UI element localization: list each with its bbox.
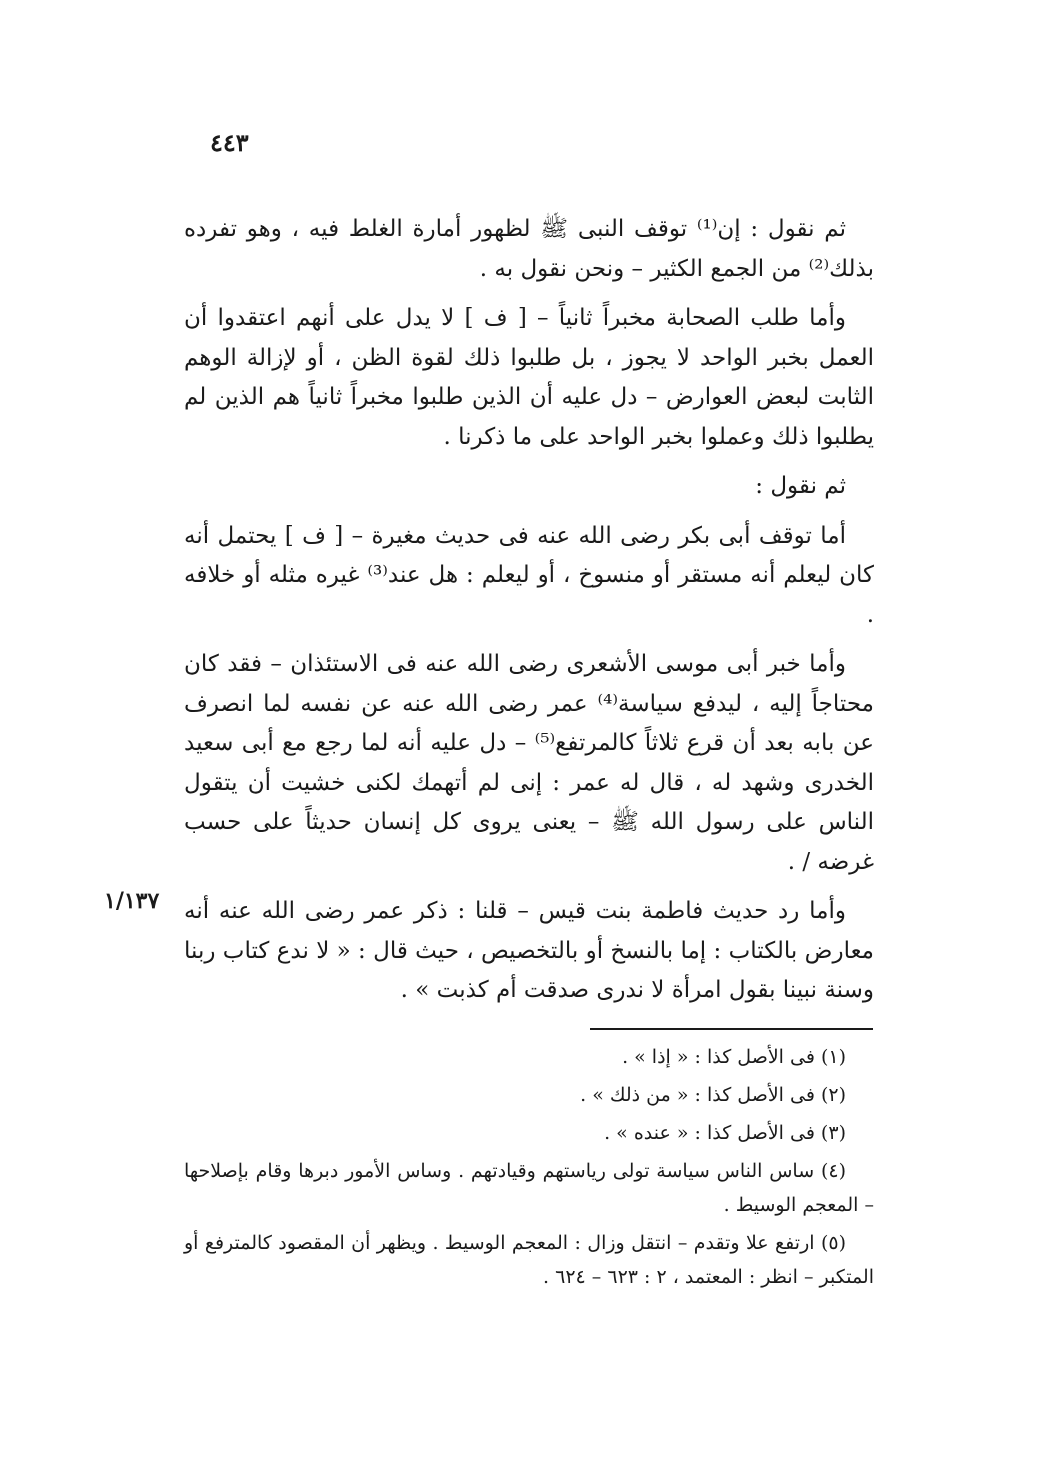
footnote: (٢) فى الأصل كذا : « من ذلك » . — [580, 1084, 846, 1106]
main-text — [184, 210, 874, 1021]
footnote: (٥) ارتفع علا وتقدم – انتقل وزال : المعجم الوسيط . ويظهر أن المقصود كالمترفع أو المتكبر – انظر : المعتمد ، ٢ : ٦٢٣ – ٦٢٤ . — [184, 1232, 874, 1288]
paragraph: وأما خبر أبى موسى الأشعرى رضى الله عنه فى الاستئذان – فقد كان محتاجاً إليه ، ليدفع سياسة⁽⁴⁾ عمر رضى الله عنه عن نفسه لما انصرف عن بابه بعد أن قرع ثلاثاً كالمرتفع⁽⁵⁾ – دل عليه أنه لما رجع مع أبى سعيد الخدرى وشهد له ، قال له عمر : إنى لم أتهمك لكنى خشيت أن يتقول الناس على رسول الله ﷺ – يعنى يروى كل إنسان حديثاً على حسب غرضه / . — [184, 651, 874, 875]
paragraph: وأما طلب الصحابة مخبراً ثانياً – [ ف ] لا يدل على أنهم اعتقدوا أن العمل بخبر الواحد لا يجوز ، بل طلبوا ذلك لقوة الظن ، أو لإزالة الوهم الثابت لبعض العوارض – دل عليه أن الذين طلبوا مخبراً ثانياً هم الذين لم يطلبوا ذلك وعملوا بخبر الواحد على ما ذكرنا . — [184, 305, 874, 450]
footnote: (٣) فى الأصل كذا : « عنده » . — [604, 1122, 846, 1144]
paragraph: أما توقف أبى بكر رضى الله عنه فى حديث مغيرة – [ ف ] يحتمل أنه كان ليعلم أنه مستقر أو منسوخ ، أو ليعلم : هل عند⁽³⁾ غيره مثله أو خلافه . — [184, 522, 874, 628]
footnotes — [184, 1040, 874, 1298]
footnote: (٤) ساس الناس سياسة تولى رياستهم وقيادتهم . وساس الأمور دبرها وقام بإصلاحها – المعجم الوسيط . — [184, 1160, 874, 1216]
paragraph: ثم نقول : — [755, 473, 846, 499]
paragraph: وأما رد حديث فاطمة بنت قيس – قلنا : ذكر عمر رضى الله عنه أنه معارض بالكتاب : إما بالنسخ أو بالتخصيص ، حيث قال : « لا ندع كتاب ربنا وسنة نبينا بقول امرأة لا ندرى صدقت أم كذبت » . — [184, 898, 874, 1003]
footnote: (١) فى الأصل كذا : « إذا » . — [622, 1046, 846, 1068]
margin-reference: ١/١٣٧ — [104, 888, 160, 914]
page-number: ٤٤٣ — [210, 128, 249, 157]
paragraph: ثم نقول : إن⁽¹⁾ توقف النبى ﷺ لظهور أمارة الغلط فيه ، وهو تفرده بذلك⁽²⁾ من الجمع الكثير – ونحن نقول به . — [184, 216, 874, 282]
footnote-separator — [590, 1028, 873, 1030]
